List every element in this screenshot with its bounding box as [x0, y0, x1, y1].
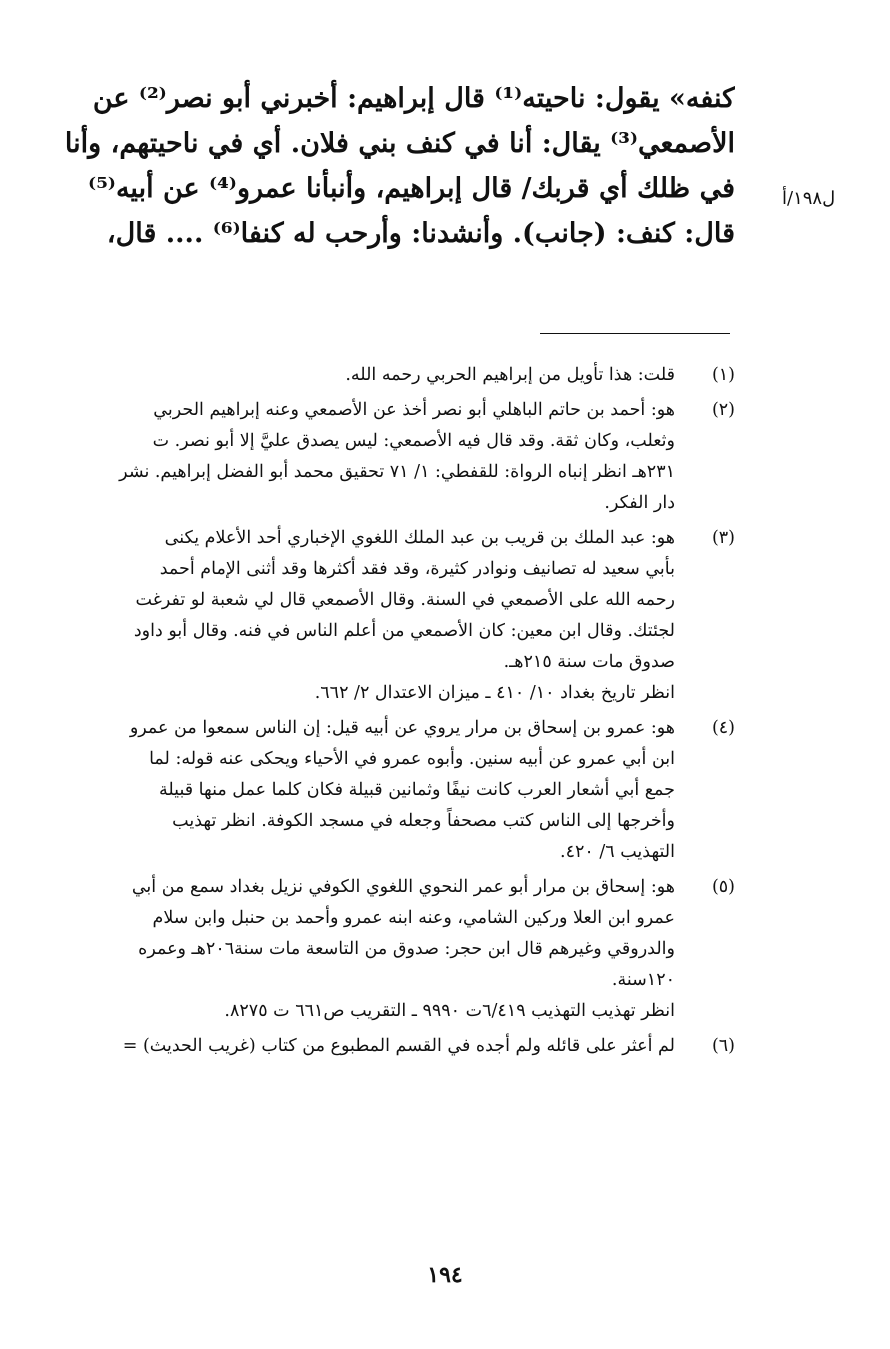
main-text-line: قال: كنف: (جانب). وأنشدنا: وأرحب له كنفا⁽⁶⁾ .... قال،	[106, 218, 735, 249]
footnote-line: رحمه الله على الأصمعي في السنة. وقال الأصمعي قال لي شعبة لو تفرغت	[135, 590, 675, 610]
main-text-line: في ظلك أي قربك/ قال إبراهيم، وأنبأنا عمرو⁽⁴⁾ عن أبيه⁽⁵⁾	[88, 173, 735, 204]
footnote-number: (٥)	[711, 877, 735, 897]
footnote-number: (١)	[711, 365, 735, 385]
footnote-6	[55, 1031, 735, 1062]
footnote-1	[55, 360, 735, 391]
main-text-line: كنفه» يقول: ناحيته⁽¹⁾ قال إبراهيم: أخبرني أبو نصر⁽²⁾ عن	[92, 83, 735, 114]
footnote-line: صدوق مات سنة ٢١٥هـ.	[503, 652, 675, 672]
footnote-line: وأخرجها إلى الناس كتب مصحفاً وجعله في مسجد الكوفة. انظر تهذيب	[172, 811, 675, 831]
footnote-line: لم أعثر على قائله ولم أجده في القسم المطبوع من كتاب (غريب الحديث) =	[122, 1036, 675, 1056]
footnote-line: ٢٣١هـ انظر إنباه الرواة: للقفطي: ١/ ٧١ تحقيق محمد أبو الفضل إبراهيم. نشر	[119, 462, 675, 482]
footnote-number: (٣)	[711, 528, 735, 548]
footnote-line: وثعلب، وكان ثقة. وقد قال فيه الأصمعي: ليس يصدق عليَّ إلا أبو نصر. ت	[152, 431, 675, 451]
footnote-line: والدروقي وغيرهم قال ابن حجر: صدوق من التاسعة مات سنة٢٠٦هـ وعمره	[138, 939, 675, 959]
footnote-line: عمرو ابن العلا وركين الشامي، وعنه ابنه عمرو وأحمد بن حنبل وابن سلام	[152, 908, 675, 928]
page-number: ١٩٤	[427, 1262, 463, 1288]
footnote-line: انظر تهذيب التهذيب ٦/٤١٩ت ٩٩٩٠ ـ التقريب ص٦٦١ ت ٨٢٧٥.	[224, 1001, 675, 1021]
main-text-block	[55, 76, 735, 256]
footnote-2	[55, 395, 735, 519]
footnote-line: جمع أبي أشعار العرب كانت نيفًا وثمانين قبيلة فكان كلما عمل منها قبيلة	[159, 780, 675, 800]
footnote-line: ١٢٠سنة.	[611, 970, 675, 990]
footnote-number: (٦)	[711, 1036, 735, 1056]
footnote-line: لجئتك. وقال ابن معين: كان الأصمعي من أعلم الناس في فنه. وقال أبو داود	[133, 621, 675, 641]
footnote-4	[55, 713, 735, 868]
footnote-line: قلت: هذا تأويل من إبراهيم الحربي رحمه الله.	[345, 365, 675, 385]
footnote-line: انظر تاريخ بغداد ١٠/ ٤١٠ ـ ميزان الاعتدال ٢/ ٦٦٢.	[314, 683, 675, 703]
manuscript-folio-reference: ل١٩٨/أ	[782, 188, 836, 209]
footnote-5	[55, 872, 735, 1027]
footnotes	[55, 360, 735, 1066]
footnote-number: (٤)	[711, 718, 735, 738]
footnote-line: هو: إسحاق بن مرار أبو عمر النحوي اللغوي الكوفي نزيل بغداد سمع من أبي	[131, 877, 675, 897]
footnote-3	[55, 523, 735, 709]
footnote-line: هو: أحمد بن حاتم الباهلي أبو نصر أخذ عن الأصمعي وعنه إبراهيم الحربي	[153, 400, 675, 420]
footnote-line: بأبي سعيد له تصانيف ونوادر كثيرة، وقد فقد أكثرها وقد أثنى الإمام أحمد	[159, 559, 675, 579]
footnote-line: هو: عبد الملك بن قريب بن عبد الملك اللغوي الإخباري أحد الأعلام يكنى	[164, 528, 675, 548]
footnote-separator	[540, 333, 730, 334]
footnote-line: دار الفكر.	[604, 493, 675, 513]
main-text-line: الأصمعي⁽³⁾ يقال: أنا في كنف بني فلان. أي في ناحيتهم، وأنا	[64, 128, 735, 159]
footnote-line: ابن أبي عمرو عن أبيه سنين. وأبوه عمرو في الأحياء ويحكى عنه قوله: لما	[149, 749, 675, 769]
footnote-line: هو: عمرو بن إسحاق بن مرار يروي عن أبيه قيل: إن الناس سمعوا من عمرو	[129, 718, 675, 738]
footnote-line: التهذيب ٦/ ٤٢٠.	[559, 842, 675, 862]
footnote-number: (٢)	[711, 400, 735, 420]
